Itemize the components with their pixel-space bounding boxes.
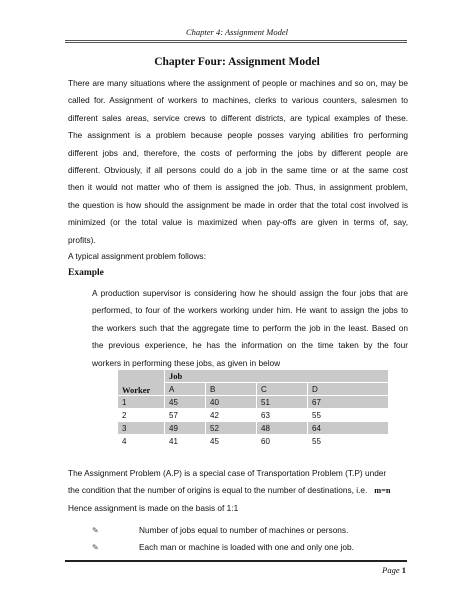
worker-cell: 1 xyxy=(118,396,165,409)
example-heading: Example xyxy=(68,268,104,278)
paragraph-line: There are many situations where the assignment of people or machines and so on, may be xyxy=(68,78,408,88)
table-row xyxy=(118,422,389,435)
paragraph-line: different jobs and, therefore, the costs of performing the jobs by different people are xyxy=(68,147,408,158)
table-cell: 57 xyxy=(165,409,206,422)
job-header: Job xyxy=(165,370,389,383)
table-row xyxy=(118,396,389,409)
paragraph-line: the workers such that the aggregate time to perform the job in the least. Based on xyxy=(92,322,408,333)
column-header: B xyxy=(206,383,257,396)
paragraph-intro xyxy=(68,75,408,249)
intro-line: A typical assignment problem follows: xyxy=(68,251,206,261)
paragraph-line: performed, to four of the workers working under him. He want to assign the jobs to xyxy=(92,305,408,316)
paragraph-line: profits). xyxy=(68,234,96,245)
paragraph-line-text: the condition that the number of origins is equal to the number of destinations, i.e. xyxy=(68,485,368,496)
table-cell: 49 xyxy=(165,422,206,435)
pen-bullet-icon: ✎ xyxy=(92,526,99,535)
page-number: 1 xyxy=(401,565,406,575)
worker-cell: 2 xyxy=(118,409,165,422)
paragraph-line xyxy=(68,482,408,499)
paragraph-line: A production supervisor is considering how he should assign the four jobs that are xyxy=(92,288,408,298)
paragraph-line: different. Obviously, if all persons could do a job in the same time or at the same cost xyxy=(68,165,408,176)
table-cell: 41 xyxy=(165,435,206,448)
table-cell: 51 xyxy=(257,396,308,409)
bullet-item xyxy=(92,542,354,552)
table-cell: 55 xyxy=(308,409,389,422)
job-time-table xyxy=(117,369,389,448)
worker-cell: 3 xyxy=(118,422,165,435)
worker-cell: 4 xyxy=(118,435,165,448)
paragraph-line: the question is how should the assignment be made in order that the total cost involved is xyxy=(68,199,408,210)
paragraph-line: Hence assignment is made on the basis of 1:1 xyxy=(68,502,239,513)
worker-header: Worker xyxy=(118,370,165,396)
chapter-title: Chapter Four: Assignment Model xyxy=(154,56,320,68)
page-header: Chapter 4: Assignment Model xyxy=(185,27,289,37)
paragraph-example xyxy=(92,285,408,372)
footer-rule xyxy=(65,560,407,562)
column-header: D xyxy=(308,383,389,396)
paragraph-line: The Assignment Problem (A.P) is a special case of Transportation Problem (T.P) under xyxy=(68,468,387,478)
table-row xyxy=(118,435,389,448)
table-cell: 67 xyxy=(308,396,389,409)
paragraph-line: the previous experience, he has the information on the time taken by the four xyxy=(92,340,408,351)
table-cell: 64 xyxy=(308,422,389,435)
table-cell: 52 xyxy=(206,422,257,435)
paragraph-assignment-problem xyxy=(68,465,408,517)
bullet-text: Number of jobs equal to number of machines or persons. xyxy=(139,525,349,535)
paragraph-line: workers in performing these jobs, as given in below xyxy=(92,357,281,368)
table-row xyxy=(118,409,389,422)
pen-bullet-icon: ✎ xyxy=(92,543,99,552)
bullet-item xyxy=(92,525,349,535)
paragraph-line: then it would not matter who of them is assigned the job. Thus, in assignment problem, xyxy=(68,182,408,193)
paragraph-line: different sales areas, service crews to different districts, are typical examples of these. xyxy=(68,112,408,123)
page-label: Page xyxy=(382,565,400,575)
bullet-text: Each man or machine is loaded with one and only one job. xyxy=(139,542,354,552)
table-cell: 40 xyxy=(206,396,257,409)
paragraph-line: The assignment is a problem because people posses varying abilities fro performing xyxy=(68,130,408,141)
paragraph-line: minimized (or the total value is maximized when pay-offs are given in terms of, say, xyxy=(68,217,408,228)
table-cell: 63 xyxy=(257,409,308,422)
header-rule xyxy=(65,40,407,43)
column-header: A xyxy=(165,383,206,396)
table-cell: 45 xyxy=(206,435,257,448)
table-cell: 45 xyxy=(165,396,206,409)
table-cell: 60 xyxy=(257,435,308,448)
page-footer xyxy=(382,565,406,575)
equation: m=n xyxy=(374,486,391,496)
table-cell: 42 xyxy=(206,409,257,422)
paragraph-line: called for. Assignment of workers to machines, clerks to various counters, salesmen to xyxy=(68,95,408,106)
column-header: C xyxy=(257,383,308,396)
table-cell: 48 xyxy=(257,422,308,435)
table-cell: 55 xyxy=(308,435,389,448)
